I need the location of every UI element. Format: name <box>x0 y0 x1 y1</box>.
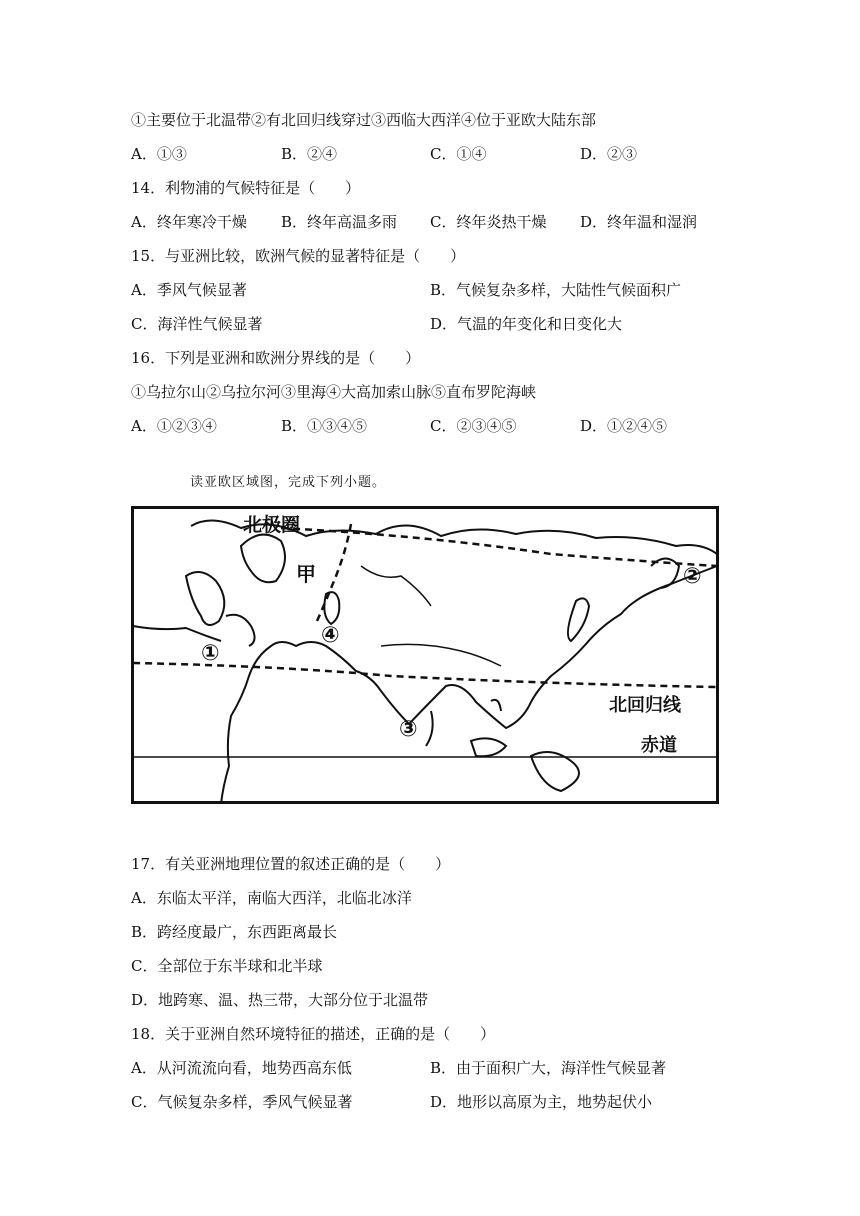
q16-stem: 16．下列是亚洲和欧洲分界线的是（ ） <box>131 349 421 367</box>
q15-stem: 15．与亚洲比较，欧洲气候的显著特征是（ ） <box>131 247 466 265</box>
q16-option-b[interactable]: B．①③④⑤ <box>281 417 368 435</box>
marker-1: ① <box>201 641 220 666</box>
q18-stem: 18．关于亚洲自然环境特征的描述，正确的是（ ） <box>131 1025 496 1043</box>
q13-option-d[interactable]: D．②③ <box>580 145 638 163</box>
q14-stem: 14．利物浦的气候特征是（ ） <box>131 179 361 197</box>
map-frame <box>133 508 718 803</box>
q17-option-c[interactable]: C．全部位于东半球和北半球 <box>131 957 323 975</box>
q16-option-d[interactable]: D．①②④⑤ <box>580 417 668 435</box>
q16-sub-items: ①乌拉尔山②乌拉尔河③里海④大高加索山脉⑤直布罗陀海峡 <box>131 383 537 401</box>
q13-option-b[interactable]: B．②④ <box>281 145 338 163</box>
q14-option-a[interactable]: A．终年寒冷干燥 <box>131 213 247 231</box>
q13-option-c[interactable]: C．①④ <box>430 145 487 163</box>
q17-option-d[interactable]: D．地跨寒、温、热三带，大部分位于北温带 <box>131 991 429 1009</box>
q15-option-b[interactable]: B．气候复杂多样，大陆性气候面积广 <box>430 281 682 299</box>
q16-option-c[interactable]: C．②③④⑤ <box>430 417 517 435</box>
q13-stem: ①主要位于北温带②有北回归线穿过③西临大西洋④位于亚欧大陆东部 <box>131 111 597 129</box>
marker-4: ④ <box>321 623 340 648</box>
q18-option-a[interactable]: A．从河流流向看，地势西高东低 <box>131 1059 352 1077</box>
q14-option-b[interactable]: B．终年高温多雨 <box>281 213 398 231</box>
marker-3: ③ <box>399 717 418 742</box>
q18-option-c[interactable]: C．气候复杂多样，季风气候显著 <box>131 1093 353 1111</box>
equator-label: 赤道 <box>641 735 677 756</box>
q15-option-d[interactable]: D．气温的年变化和日变化大 <box>430 315 623 333</box>
jia-label: 甲 <box>296 562 316 586</box>
marker-2: ② <box>683 564 702 589</box>
q18-option-b[interactable]: B．由于面积广大，海洋性气候显著 <box>430 1059 667 1077</box>
q18-option-d[interactable]: D．地形以高原为主，地势起伏小 <box>430 1093 653 1111</box>
eurasia-map <box>131 506 719 804</box>
map-caption: 读亚欧区域图，完成下列小题。 <box>190 475 387 490</box>
q13-option-a[interactable]: A．①③ <box>131 145 187 163</box>
q15-option-a[interactable]: A．季风气候显著 <box>131 281 247 299</box>
q14-option-c[interactable]: C．终年炎热干燥 <box>430 213 547 231</box>
tropic-label: 北回归线 <box>609 695 681 716</box>
q17-option-b[interactable]: B．跨经度最广，东西距离最长 <box>131 923 338 941</box>
q15-option-c[interactable]: C．海洋性气候显著 <box>131 315 263 333</box>
q17-stem: 17．有关亚洲地理位置的叙述正确的是（ ） <box>131 855 451 873</box>
arctic-circle-label: 北极圈 <box>243 514 301 536</box>
q16-option-a[interactable]: A．①②③④ <box>131 417 217 435</box>
q17-option-a[interactable]: A．东临太平洋，南临大西洋，北临北冰洋 <box>131 889 412 907</box>
q14-option-d[interactable]: D．终年温和湿润 <box>580 213 698 231</box>
